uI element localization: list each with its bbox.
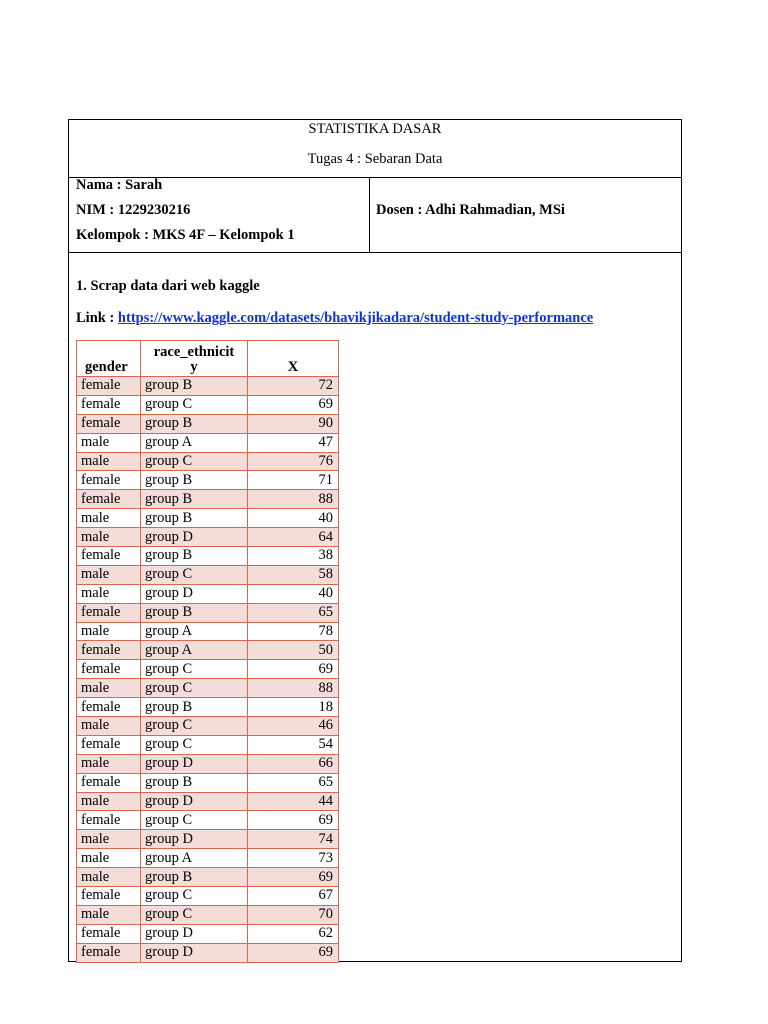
cell-race: group D <box>141 830 248 849</box>
cell-race: group A <box>141 622 248 641</box>
cell-x: 58 <box>248 565 339 584</box>
cell-gender: male <box>77 679 141 698</box>
cell-race: group C <box>141 887 248 906</box>
cell-gender: female <box>77 735 141 754</box>
document-title: STATISTIKA DASAR <box>308 121 442 137</box>
cell-x: 18 <box>248 698 339 717</box>
cell-gender: male <box>77 830 141 849</box>
cell-gender: female <box>77 811 141 830</box>
table-row <box>77 754 339 773</box>
table-row <box>77 565 339 584</box>
cell-x: 67 <box>248 887 339 906</box>
cell-x: 64 <box>248 528 339 547</box>
table-row <box>77 528 339 547</box>
table-row <box>77 905 339 924</box>
cell-gender: female <box>77 395 141 414</box>
cell-race: group C <box>141 565 248 584</box>
cell-race: group B <box>141 490 248 509</box>
cell-race: group D <box>141 528 248 547</box>
cell-gender: male <box>77 754 141 773</box>
table-row <box>77 887 339 906</box>
cell-x: 54 <box>248 735 339 754</box>
cell-x: 65 <box>248 773 339 792</box>
cell-x: 65 <box>248 603 339 622</box>
table-row <box>77 792 339 811</box>
cell-gender: female <box>77 377 141 396</box>
cell-race: group B <box>141 509 248 528</box>
cell-race: group C <box>141 905 248 924</box>
cell-gender: female <box>77 660 141 679</box>
cell-gender: female <box>77 924 141 943</box>
cell-x: 38 <box>248 547 339 566</box>
table-row <box>77 641 339 660</box>
table-row <box>77 433 339 452</box>
cell-gender: male <box>77 584 141 603</box>
table-row <box>77 452 339 471</box>
cell-gender: female <box>77 773 141 792</box>
cell-x: 78 <box>248 622 339 641</box>
cell-x: 69 <box>248 660 339 679</box>
cell-x: 69 <box>248 811 339 830</box>
cell-race: group C <box>141 660 248 679</box>
cell-race: group C <box>141 679 248 698</box>
link-line <box>76 310 593 327</box>
table-row <box>77 924 339 943</box>
cell-race: group C <box>141 717 248 736</box>
header-box <box>69 120 681 178</box>
table-row <box>77 395 339 414</box>
cell-x: 70 <box>248 905 339 924</box>
cell-x: 69 <box>248 943 339 962</box>
section-heading: 1. Scrap data dari web kaggle <box>76 278 260 294</box>
table-row <box>77 717 339 736</box>
cell-race: group B <box>141 603 248 622</box>
cell-x: 66 <box>248 754 339 773</box>
info-box <box>69 177 681 253</box>
document-subtitle: Tugas 4 : Sebaran Data <box>307 151 443 167</box>
cell-race: group B <box>141 471 248 490</box>
cell-x: 40 <box>248 509 339 528</box>
cell-race: group C <box>141 735 248 754</box>
table-row <box>77 547 339 566</box>
table-row <box>77 660 339 679</box>
cell-x: 47 <box>248 433 339 452</box>
cell-race: group D <box>141 943 248 962</box>
kaggle-link[interactable]: https://www.kaggle.com/datasets/bhavikjikadara/student-study-performance <box>117 310 594 326</box>
cell-gender: female <box>77 698 141 717</box>
cell-x: 88 <box>248 679 339 698</box>
cell-race: group B <box>141 377 248 396</box>
table-row <box>77 377 339 396</box>
cell-gender: female <box>77 641 141 660</box>
column-header-gender: gender <box>77 341 141 377</box>
cell-race: group C <box>141 395 248 414</box>
cell-gender: female <box>77 943 141 962</box>
table-row <box>77 811 339 830</box>
cell-race: group D <box>141 792 248 811</box>
cell-x: 72 <box>248 377 339 396</box>
table-row <box>77 603 339 622</box>
cell-x: 73 <box>248 849 339 868</box>
link-label: Link : <box>76 310 118 326</box>
lecturer-name: Dosen : Adhi Rahmadian, MSi <box>376 202 565 218</box>
cell-gender: male <box>77 717 141 736</box>
cell-race: group B <box>141 773 248 792</box>
cell-race: group B <box>141 868 248 887</box>
table-row <box>77 868 339 887</box>
table-row <box>77 471 339 490</box>
cell-race: group D <box>141 584 248 603</box>
table-row <box>77 698 339 717</box>
cell-x: 69 <box>248 395 339 414</box>
data-table <box>76 340 339 963</box>
table-row <box>77 773 339 792</box>
cell-race: group C <box>141 811 248 830</box>
cell-gender: male <box>77 509 141 528</box>
table-row <box>77 849 339 868</box>
race-header-line1: race_ethnicit <box>153 344 235 360</box>
cell-gender: male <box>77 905 141 924</box>
cell-x: 71 <box>248 471 339 490</box>
cell-gender: male <box>77 849 141 868</box>
cell-race: group D <box>141 754 248 773</box>
student-group: Kelompok : MKS 4F – Kelompok 1 <box>76 227 295 243</box>
cell-x: 62 <box>248 924 339 943</box>
cell-x: 74 <box>248 830 339 849</box>
cell-x: 76 <box>248 452 339 471</box>
cell-race: group A <box>141 433 248 452</box>
cell-gender: male <box>77 622 141 641</box>
cell-gender: female <box>77 887 141 906</box>
table-row <box>77 414 339 433</box>
cell-gender: male <box>77 565 141 584</box>
cell-gender: female <box>77 603 141 622</box>
table-row <box>77 622 339 641</box>
table-header-row <box>77 341 339 377</box>
cell-x: 46 <box>248 717 339 736</box>
cell-x: 44 <box>248 792 339 811</box>
column-header-race <box>141 341 248 377</box>
cell-gender: male <box>77 792 141 811</box>
table-row <box>77 509 339 528</box>
table-row <box>77 735 339 754</box>
table-row <box>77 943 339 962</box>
cell-race: group B <box>141 414 248 433</box>
table-row <box>77 584 339 603</box>
cell-x: 90 <box>248 414 339 433</box>
cell-x: 40 <box>248 584 339 603</box>
cell-race: group A <box>141 641 248 660</box>
cell-gender: female <box>77 414 141 433</box>
cell-race: group A <box>141 849 248 868</box>
cell-gender: female <box>77 471 141 490</box>
cell-gender: male <box>77 452 141 471</box>
table-row <box>77 830 339 849</box>
info-divider <box>369 177 370 252</box>
cell-gender: male <box>77 528 141 547</box>
cell-gender: male <box>77 433 141 452</box>
student-name: Nama : Sarah <box>76 177 163 193</box>
cell-race: group B <box>141 547 248 566</box>
cell-gender: female <box>77 490 141 509</box>
student-nim: NIM : 1229230216 <box>76 202 191 218</box>
cell-gender: female <box>77 547 141 566</box>
cell-race: group B <box>141 698 248 717</box>
race-header-line2: y <box>190 359 198 375</box>
cell-x: 69 <box>248 868 339 887</box>
table-row <box>77 490 339 509</box>
cell-race: group C <box>141 452 248 471</box>
cell-race: group D <box>141 924 248 943</box>
cell-x: 50 <box>248 641 339 660</box>
cell-gender: male <box>77 868 141 887</box>
table-row <box>77 679 339 698</box>
cell-x: 88 <box>248 490 339 509</box>
column-header-x: X <box>248 341 339 377</box>
